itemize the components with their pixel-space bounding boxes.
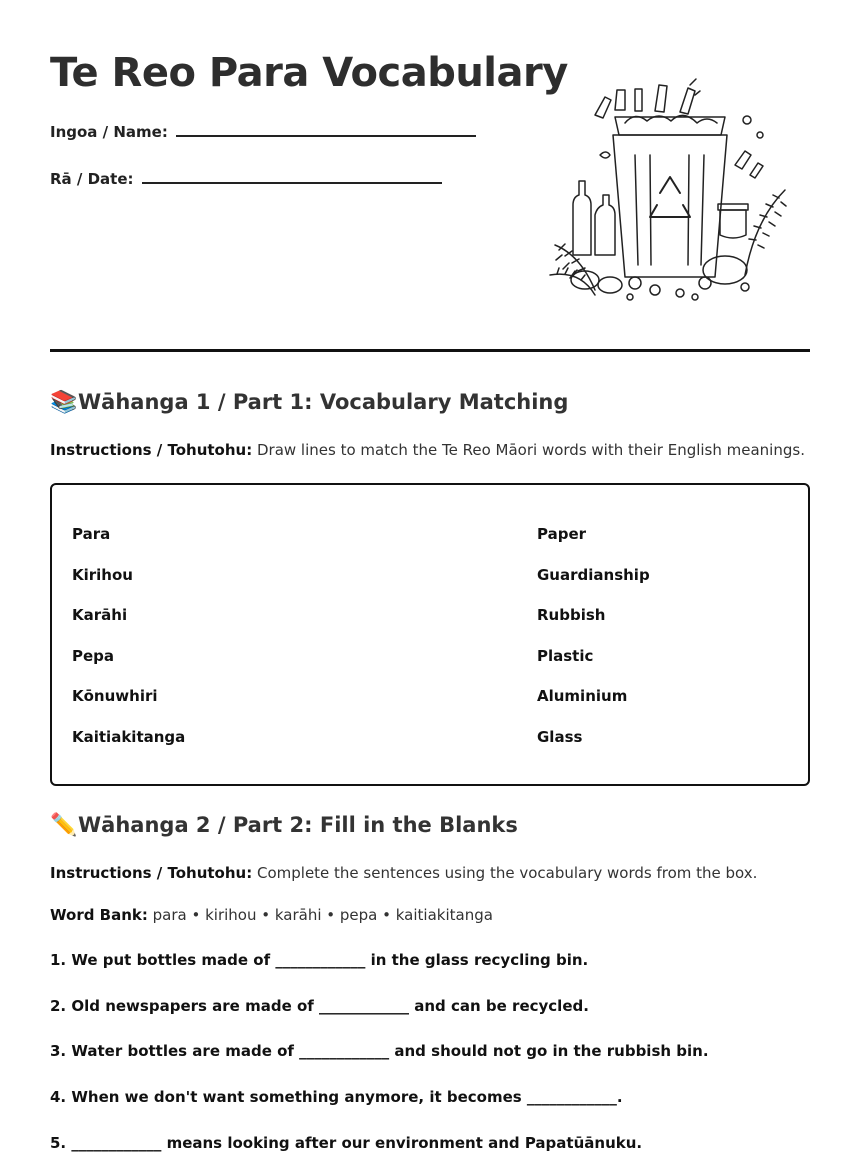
question-3[interactable]: 3. Water bottles are made of ____________ and should not go in the rubbish bin.	[50, 1042, 709, 1060]
part1-instructions-label: Instructions / Tohutohu:	[50, 441, 253, 459]
maori-word[interactable]: Kōnuwhiri	[72, 687, 158, 706]
date-answer-line[interactable]	[142, 168, 442, 184]
part2-heading-text: Wāhanga 2 / Part 2: Fill in the Blanks	[78, 813, 518, 837]
recycling-bin-illustration	[545, 75, 790, 305]
part2-instructions-label: Instructions / Tohutohu:	[50, 864, 253, 882]
name-answer-line[interactable]	[176, 121, 476, 137]
part1-instructions-text: Draw lines to match the Te Reo Māori words with their English meanings.	[252, 441, 805, 459]
english-word[interactable]: Rubbish	[537, 606, 606, 625]
english-word[interactable]: Plastic	[537, 646, 594, 665]
name-field[interactable]	[50, 121, 476, 141]
maori-word[interactable]: Kaitiakitanga	[72, 727, 186, 746]
word-bank-words: para • kirihou • karāhi • pepa • kaitiakitanga	[147, 906, 493, 924]
pencil-icon: ✏️	[50, 813, 78, 838]
question-2[interactable]: 2. Old newspapers are made of ____________ and can be recycled.	[50, 997, 589, 1015]
worksheet-title: Te Reo Para Vocabulary	[50, 50, 568, 96]
part2-heading	[50, 813, 518, 838]
part1-heading-text: Wāhanga 1 / Part 1: Vocabulary Matching	[78, 390, 569, 414]
name-label: Ingoa / Name:	[50, 123, 168, 141]
matching-box	[50, 483, 810, 786]
english-word[interactable]: Aluminium	[537, 687, 628, 706]
word-bank	[50, 906, 493, 924]
part2-instructions-text: Complete the sentences using the vocabulary words from the box.	[252, 864, 758, 882]
date-label: Rā / Date:	[50, 170, 134, 188]
word-bank-label: Word Bank:	[50, 906, 148, 924]
question-4[interactable]: 4. When we don't want something anymore, it becomes ____________.	[50, 1088, 623, 1106]
books-icon: 📚	[50, 390, 78, 415]
question-5[interactable]: 5. ____________ means looking after our environment and Papatūānuku.	[50, 1134, 643, 1152]
english-word[interactable]: Glass	[537, 727, 583, 746]
maori-word[interactable]: Karāhi	[72, 606, 128, 625]
part1-heading	[50, 390, 568, 415]
question-1[interactable]: 1. We put bottles made of ____________ in the glass recycling bin.	[50, 951, 589, 969]
maori-word[interactable]: Kirihou	[72, 565, 133, 584]
date-field[interactable]	[50, 168, 442, 188]
english-word-column	[537, 525, 650, 769]
english-word[interactable]: Guardianship	[537, 565, 650, 584]
maori-word-column	[72, 525, 185, 769]
part2-instructions	[50, 864, 757, 882]
english-word[interactable]: Paper	[537, 525, 587, 543]
part1-instructions	[50, 441, 805, 459]
header-divider	[50, 349, 810, 352]
maori-word[interactable]: Pepa	[72, 646, 115, 665]
maori-word[interactable]: Para	[72, 525, 111, 543]
